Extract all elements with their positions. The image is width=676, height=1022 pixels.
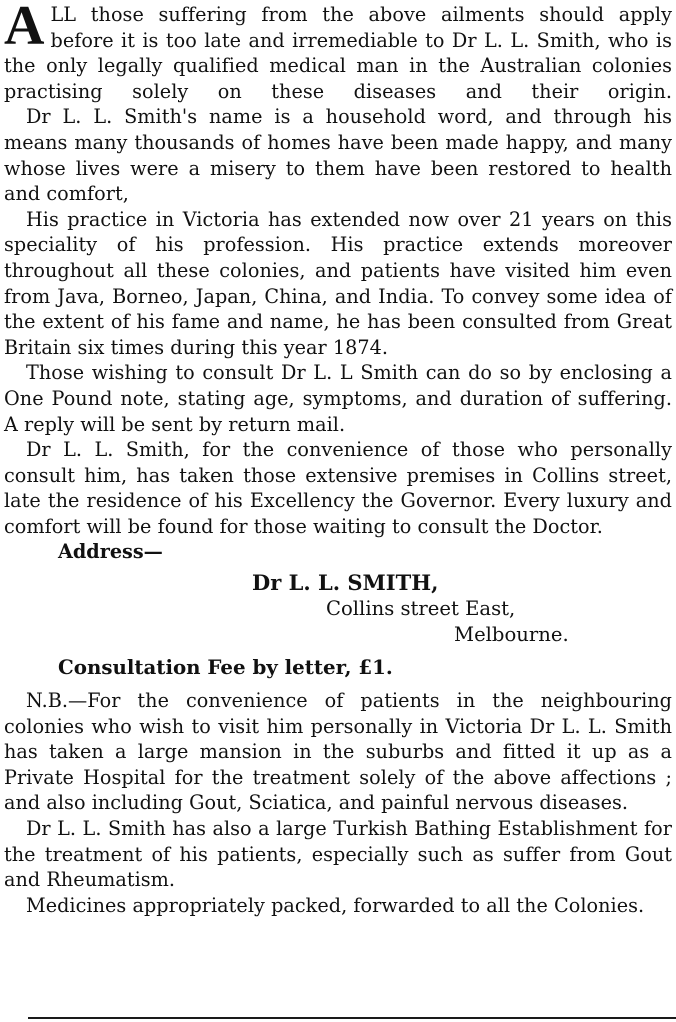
nb-paragraph: N.B.—For the convenience of patients in the neighbouring colonies who wish to visit him personally in Victoria Dr L. L. Smith has taken a large mansion in the suburbs and fitted it up as a Private Hospital for the treatment solely of the above affections ; and also including Gout, Sciatica, and painful nervous diseases. — [4, 689, 672, 815]
intro-line-1: LL those suffering from the above ailments should apply — [50, 3, 672, 26]
consult-by-letter-paragraph: Those wishing to consult Dr L. L Smith can do so by enclosing a One Pound note, stating age, symptoms, and duration of suffering. A reply will be sent by return mail. — [4, 361, 672, 436]
address-city: Melbourne. — [454, 623, 569, 647]
medicines-paragraph: Medicines appropriately packed, forwarded to all the Colonies. — [26, 893, 645, 917]
practice-paragraph: His practice in Victoria has extended now over 21 years on this speciality of his profession. His practice extends moreover throughout all these colonies, and patients have visited him even from Java, Borneo, Japan, China, and India. To convey some idea of the extent of his fame and name, he has been consulted from Great Britain six times during this year 1874. — [4, 207, 672, 359]
advertisement-column — [4, 2, 672, 918]
turkish-bath-paragraph: Dr L. L. Smith has also a large Turkish Bathing Establishment for the treatment of his patients, especially such as suffer from Gout and Rheumatism. — [4, 817, 672, 892]
consultation-fee: Consultation Fee by letter, £1. — [58, 655, 393, 680]
drop-cap: A — [4, 0, 45, 57]
premises-paragraph: Dr L. L. Smith, for the convenience of those who personally consult him, has taken those extensive premises in Collins street, late the residence of his Excellency the Governor. Every luxury and comfort will be found for those waiting to consult the Doctor. — [4, 438, 672, 538]
address-heading: Address— — [58, 540, 163, 564]
intro-line-2: before it is too late and irremediable to Dr L. L. Smith, — [50, 28, 601, 52]
intro-rest: who is the only legally qualified medical man in the Australian colonies practising solely on these diseases and their origin. — [4, 28, 672, 103]
address-name: Dr L. L. SMITH, — [252, 570, 439, 596]
address-block — [4, 569, 672, 648]
address-street: Collins street East, — [326, 597, 516, 621]
bottom-rule — [28, 1017, 676, 1019]
household-word-paragraph: Dr L. L. Smith's name is a household word, and through his means many thousands of homes have been made happy, and many whose lives were a misery to them have been restored to health and comfort, — [4, 105, 672, 206]
intro-paragraph — [4, 2, 672, 104]
